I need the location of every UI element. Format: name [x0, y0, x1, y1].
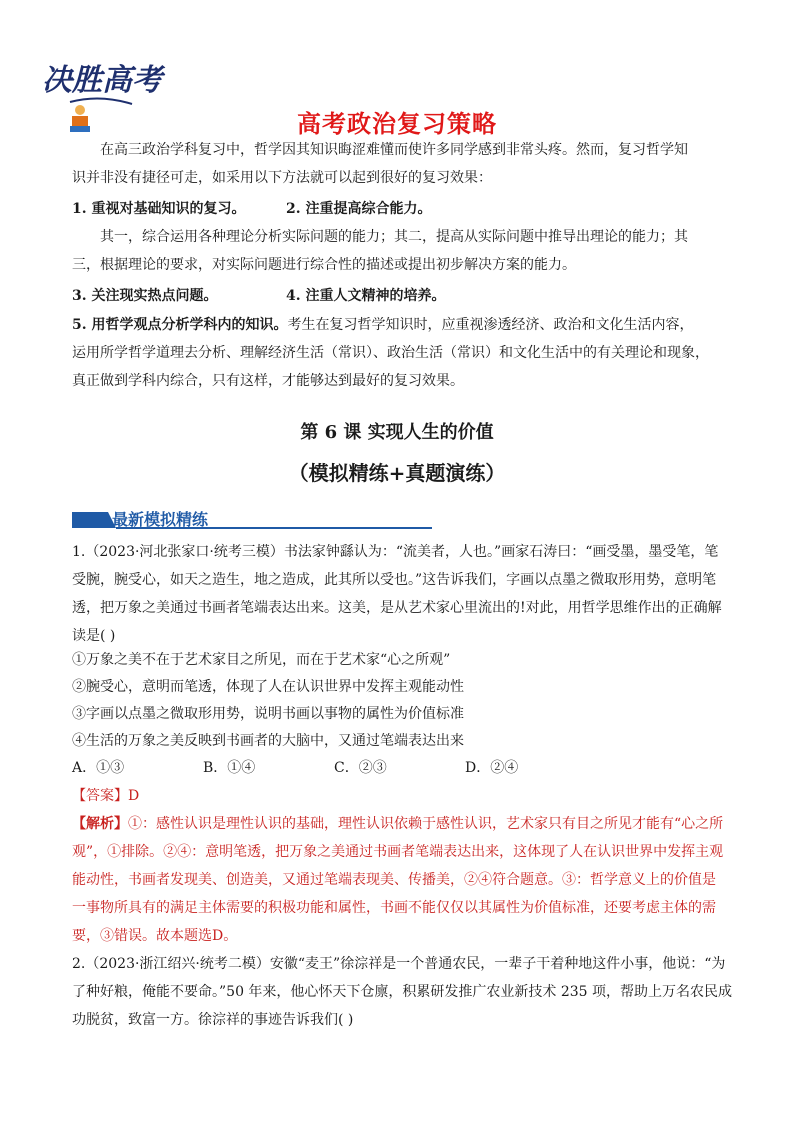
logo-text: 决胜高考	[42, 63, 162, 98]
point-4: 4. 注重人文精神的培养。	[286, 288, 446, 304]
lesson-subtitle: （模拟精练+真题演练）	[288, 461, 506, 485]
q1-analysis-line-4: 一事物所具有的满足主体需要的积极功能和属性，书画不能仅仅以其属性为价值标准，还要考虑主体的需	[72, 900, 716, 916]
point-1: 1. 重视对基础知识的复习。	[72, 201, 246, 217]
point-5-line	[72, 315, 694, 335]
abilities-line-1: 其一，综合运用各种理论分析实际问题的能力；其二，提高从实际问题中推导出理论的能力；其	[100, 229, 688, 245]
q1-item-1: ①万象之美不在于艺术家目之所见，而在于艺术家“心之所观”	[72, 652, 451, 668]
q1-item-3: ③字画以点墨之微取形用势，说明书画以事物的属性为价值标准	[72, 706, 464, 722]
point-3: 3. 关注现实热点问题。	[72, 288, 218, 304]
intro-line-1: 在高三政治学科复习中，哲学因其知识晦涩难懂而使许多同学感到非常头疼。然而，复习哲学知	[100, 142, 688, 158]
q1-option-b: B．①④	[203, 760, 256, 776]
q1-item-4: ④生活的万象之美反映到书画者的大脑中，又通过笔端表达出来	[72, 733, 464, 749]
q1-options	[72, 758, 596, 778]
q1-line-2: 受腕，腕受心，如天之造生，地之造成，此其所以受也。”这告诉我们，字画以点墨之微取形用势，意明笔	[72, 572, 717, 588]
section-banner-label: 最新模拟精练	[112, 510, 209, 529]
q2-line-1: 2.（2023·浙江绍兴·统考二模）安徽“麦王”徐淙祥是一个普通农民，一辈子干着种地这件小事，他说：“为	[72, 956, 726, 972]
q1-analysis-line-5: 要，③错误。故本题选D。	[72, 928, 238, 944]
point-5-text: 考生在复习哲学知识时，应重视渗透经济、政治和文化生活内容，	[287, 317, 694, 333]
point-5-more-2: 真正做到学科内综合，只有这样，才能够达到最好的复习效果。	[72, 373, 464, 389]
q1-item-2: ②腕受心，意明而笔透，体现了人在认识世界中发挥主观能动性	[72, 679, 464, 695]
q1-option-d: D．②④	[465, 760, 519, 776]
section-banner	[72, 508, 432, 530]
abilities-line-2: 三，根据理论的要求，对实际问题进行综合性的描述或提出初步解决方案的能力。	[72, 257, 576, 273]
page-title: 高考政治复习策略	[297, 110, 497, 138]
q1-option-a: A．①③	[72, 760, 125, 776]
q1-analysis-line-2: 观”，①排除。②④：意明笔透，把万象之美通过书画者笔端表达出来，这体现了人在认识世界中发挥主观	[72, 844, 724, 860]
point-5-more-1: 运用所学哲学道理去分析、理解经济生活（常识）、政治生活（常识）和文化生活中的有关理论和现象，	[72, 345, 709, 361]
intro-line-2: 识并非没有捷径可走，如采用以下方法就可以起到很好的复习效果：	[72, 170, 492, 186]
q1-analysis-label: 【解析】	[72, 816, 128, 832]
q1-analysis-line-1	[72, 814, 723, 834]
lesson-title: 第 6 课 实现人生的价值	[300, 422, 494, 443]
q1-answer: 【答案】D	[72, 788, 140, 804]
q1-analysis-text-1: ①：感性认识是理性认识的基础，理性认识依赖于感性认识，艺术家只有目之所见才能有“心之所	[128, 816, 724, 832]
q1-line-4: 读是( )	[72, 628, 116, 644]
point-5-heading: 5. 用哲学观点分析学科内的知识。	[72, 317, 288, 333]
q1-option-c: C．②③	[334, 760, 387, 776]
q2-line-3: 功脱贫，致富一方。徐淙祥的事迹告诉我们( )	[72, 1012, 354, 1028]
point-2: 2. 注重提高综合能力。	[286, 201, 432, 217]
q1-line-3: 透，把万象之美通过书画者笔端表达出来。这美，是从艺术家心里流出的!对此，用哲学思维作出的正确解	[72, 600, 722, 616]
q2-line-2: 了种好粮，俺能不要命。”50 年来，他心怀天下仓廪，积累研发推广农业新技术 235 项，帮助上万名农民成	[72, 984, 733, 1000]
q1-line-1: 1.（2023·河北张家口·统考三模）书法家钟繇认为：“流美者，人也。”画家石涛曰：“画受墨，墨受笔，笔	[72, 544, 719, 560]
q1-analysis-line-3: 能动性，书画者发现美、创造美，又通过笔端表现美、传播美，②④符合题意。③：哲学意义上的价值是	[72, 872, 716, 888]
